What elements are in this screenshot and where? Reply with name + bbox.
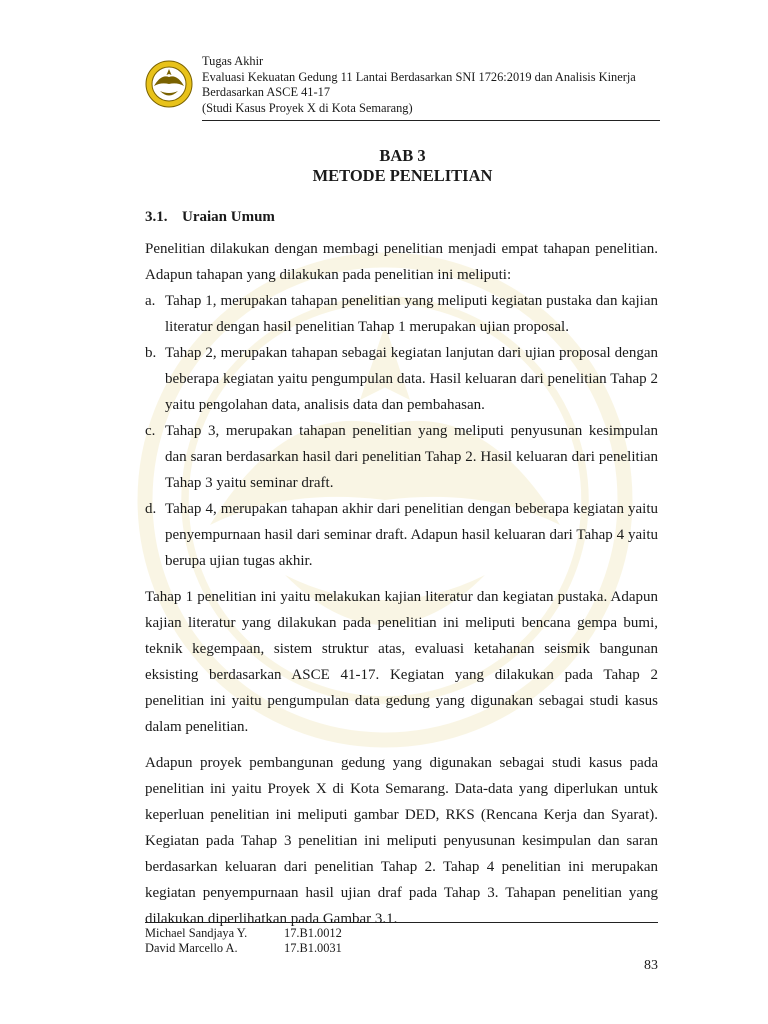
paragraph: Tahap 1 penelitian ini yaitu melakukan kajian literatur dan kegiatan pustaka. Adapun kajian literatur yang dilakukan pada penelitian ini meliputi bencana gempa bumi, teknik kegempaan, sistem struktur atas, evaluasi ketahanan seismik bangunan eksisting berdasarkan ASCE 41-17. Kegiatan yang dilakukan pada Tahap 2 penelitian ini yaitu pengumpulan data gedung yang digunakan sebagai studi kasus dalam penelitian.	[145, 589, 658, 735]
list-marker: b.	[145, 345, 157, 361]
chapter-heading	[145, 146, 660, 186]
section-number: 3.1.	[145, 209, 168, 225]
header-text	[202, 54, 662, 116]
author-list	[145, 926, 658, 956]
list-item	[145, 288, 658, 340]
footer-divider	[145, 922, 658, 923]
header-line: (Studi Kasus Proyek X di Kota Semarang)	[202, 100, 413, 115]
header-divider	[202, 120, 660, 121]
body-text	[145, 236, 658, 932]
author-id: 17.B1.0012	[284, 926, 342, 940]
page-number: 83	[644, 958, 658, 973]
author-row	[145, 941, 658, 956]
author-id: 17.B1.0031	[284, 941, 342, 955]
author-row	[145, 926, 658, 941]
intro-paragraph: Penelitian dilakukan dengan membagi penelitian menjadi empat tahapan penelitian. Adapun tahapan yang dilakukan pada penelitian ini meliputi:	[145, 241, 658, 283]
list-item-text: Tahap 2, merupakan tahapan sebagai kegiatan lanjutan dari ujian proposal dengan beberapa kegiatan yaitu pengumpulan data. Hasil keluaran dari penelitian Tahap 2 yaitu pengolahan data, analisis data dan pembahasan.	[165, 345, 658, 413]
page-footer	[145, 922, 658, 956]
header-line: Evaluasi Kekuatan Gedung 11 Lantai Berdasarkan SNI 1726:2019 dan Analisis Kinerja	[202, 69, 636, 84]
header-line: Tugas Akhir	[202, 54, 264, 68]
header-line: Berdasarkan ASCE 41-17	[202, 85, 331, 99]
list-item-text: Tahap 1, merupakan tahapan penelitian yang meliputi kegiatan pustaka dan kajian literatur dengan hasil penelitian Tahap 1 merupakan ujian proposal.	[165, 293, 658, 335]
author-name: Michael Sandjaya Y.	[145, 926, 248, 940]
list-item	[145, 340, 658, 418]
chapter-title: METODE PENELITIAN	[312, 166, 493, 185]
author-name: David Marcello A.	[145, 941, 238, 955]
chapter-number: BAB 3	[379, 146, 426, 165]
section-heading	[145, 209, 275, 226]
university-seal-icon	[145, 60, 193, 108]
list-marker: d.	[145, 501, 157, 517]
list-item-text: Tahap 3, merupakan tahapan penelitian yang meliputi penyusunan kesimpulan dan saran berdasarkan hasil dari penelitian Tahap 2. Hasil keluaran dari penelitian Tahap 3 yaitu seminar draft.	[165, 423, 658, 491]
list-item	[145, 418, 658, 496]
stage-list	[145, 288, 658, 574]
list-item	[145, 496, 658, 574]
section-title: Uraian Umum	[182, 209, 275, 225]
list-item-text: Tahap 4, merupakan tahapan akhir dari penelitian dengan beberapa kegiatan yaitu penyempurnaan hasil dari seminar draft. Adapun hasil keluaran dari Tahap 4 yaitu berupa ujian tugas akhir.	[165, 501, 658, 569]
paragraph: Adapun proyek pembangunan gedung yang digunakan sebagai studi kasus pada penelitian ini yaitu Proyek X di Kota Semarang. Data-data yang diperlukan untuk keperluan penelitian ini meliputi gambar DED, RKS (Rencana Kerja dan Syarat). Kegiatan pada Tahap 3 penelitian ini meliputi penyusunan kesimpulan dan saran berdasarkan keluaran dari penelitian Tahap 2. Tahap 4 penelitian ini merupakan kegiatan penyempurnaan hasil ujian draf pada Tahap 3. Tahapan penelitian yang dilakukan diperlihatkan pada Gambar 3.1.	[145, 755, 658, 927]
list-marker: c.	[145, 423, 156, 439]
list-marker: a.	[145, 293, 156, 309]
